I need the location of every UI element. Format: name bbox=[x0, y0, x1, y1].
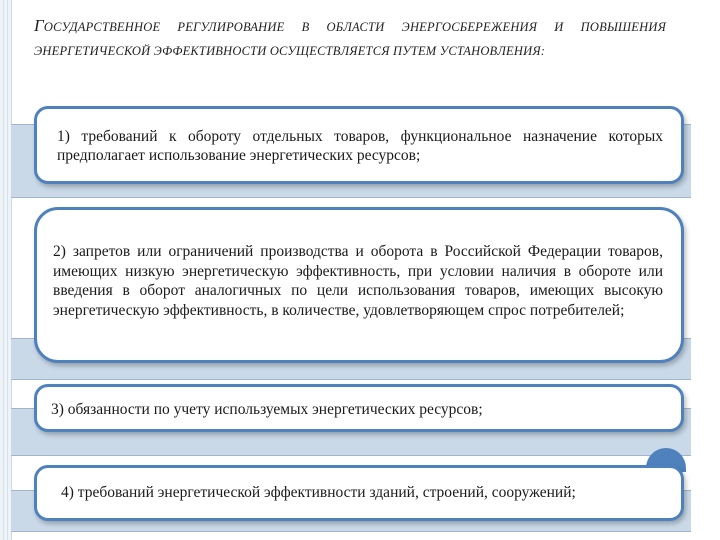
rail-stripe bbox=[3, 0, 4, 540]
list-item-card bbox=[34, 207, 684, 363]
list-item-card bbox=[34, 106, 684, 184]
slide-heading: ГОСУДАРСТВЕННОЕ РЕГУЛИРОВАНИЕ В ОБЛАСТИ ЭНЕРГОСБЕРЕЖЕНИЯ И ПОВЫШЕНИЯ ЭНЕРГЕТИЧЕСКОЙ ЭФФЕКТИВНОСТИ ОСУЩЕСТВЛЯЕТСЯ ПУТЕМ УСТАНОВЛЕНИЯ: bbox=[34, 16, 666, 58]
left-decorative-rail bbox=[0, 0, 12, 540]
list-item-text: 4) требований энергетической эффективности зданий, строений, сооружений; bbox=[61, 484, 576, 501]
list-item-card bbox=[34, 465, 684, 521]
list-item-text: 3) обязанности по учету используемых энергетических ресурсов; bbox=[51, 401, 483, 418]
list-item-card bbox=[34, 384, 684, 432]
rail-stripe bbox=[7, 0, 8, 540]
list-item-text: 1) требований к обороту отдельных товаров, функциональное назначение которых предполагает использование энергетических ресурсов; bbox=[57, 128, 663, 164]
list-item-text: 2) запретов или ограничений производства и оборота в Российской Федерации товаров, имеющих низкую энергетическую эффективность, при условии наличия в обороте или введения в оборот аналогичных по цели использования товаров, имеющих высокую энергетическую эффективность, в количестве, удовлетворяющем спрос потребителей; bbox=[53, 243, 663, 319]
